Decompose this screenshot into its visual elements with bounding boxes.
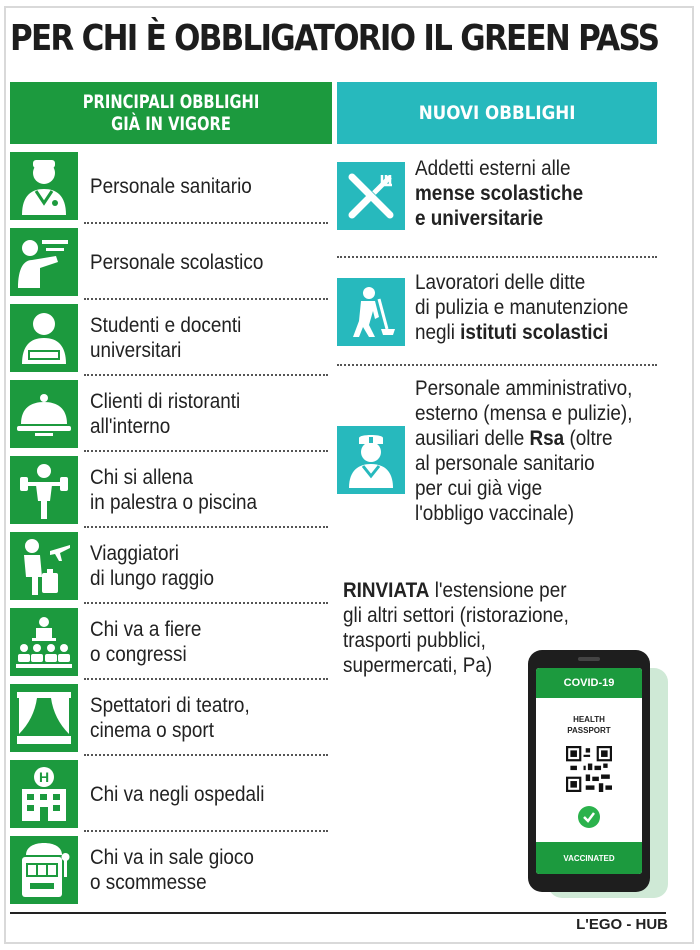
- left-item-label: Chi si allena in palestra o piscina: [90, 466, 258, 514]
- left-column-header: [10, 82, 332, 144]
- postponed-text: trasporti pubblici,: [343, 629, 486, 652]
- audience-icon: [10, 608, 78, 676]
- left-item-restaurants: [10, 378, 328, 450]
- divider: [84, 754, 328, 756]
- left-item-label: Studenti e docenti universitari: [90, 314, 242, 362]
- divider: [337, 256, 657, 258]
- svg-text:H: H: [38, 769, 50, 785]
- right-header-label: NUOVI OBBLIGHI: [418, 102, 576, 124]
- right-item-text: Lavoratori delle ditte: [415, 271, 586, 294]
- right-item-text: l'obbligo vaccinale): [415, 502, 575, 525]
- left-item-label: Spettatori di teatro, cinema o sport: [90, 694, 250, 742]
- teacher-icon: [10, 228, 78, 296]
- right-column-header: [337, 82, 657, 144]
- traveler-icon: [10, 532, 78, 600]
- divider: [84, 374, 328, 376]
- phone-bottom-label: VACCINATED: [536, 842, 642, 874]
- left-item-travelers: [10, 530, 328, 602]
- right-item-bold-text: e universitarie: [415, 207, 544, 230]
- divider: [84, 526, 328, 528]
- right-item-text: Personale amministrativo,: [415, 377, 633, 400]
- left-item-label: Personale sanitario: [90, 174, 252, 198]
- postponed-text: supermercati, Pa): [343, 654, 493, 677]
- phone-screen: [536, 668, 642, 874]
- slot-machine-icon: [10, 836, 78, 904]
- left-item-label: Clienti di ristoranti all'interno: [90, 390, 241, 438]
- student-icon: [10, 304, 78, 372]
- divider: [84, 602, 328, 604]
- left-item-fairs: [10, 606, 328, 678]
- nurse-icon: [337, 426, 405, 494]
- left-item-hospitals: [10, 758, 328, 830]
- divider: [337, 364, 657, 366]
- qr-code-icon: [566, 746, 612, 792]
- doctor-icon: [10, 152, 78, 220]
- phone-illustration: [528, 650, 650, 892]
- right-item-text: ausiliari delle: [415, 427, 530, 450]
- divider: [84, 678, 328, 680]
- right-item-text: (oltre: [564, 427, 613, 450]
- phone-top-label: COVID-19: [536, 668, 642, 698]
- divider: [84, 830, 328, 832]
- left-header-line1: PRINCIPALI OBBLIGHI: [82, 91, 260, 113]
- left-header-line2: GIÀ IN VIGORE: [111, 113, 231, 135]
- postponed-text: gli altri settori (ristorazione,: [343, 604, 569, 627]
- right-item-text: al personale sanitario: [415, 452, 595, 475]
- left-item-label: Chi va in sale gioco o scommesse: [90, 846, 254, 894]
- left-item-theater: [10, 682, 328, 754]
- divider: [84, 222, 328, 224]
- postponed-text: l'estensione per: [429, 579, 567, 602]
- phone-mid-line2: PASSPORT: [567, 726, 611, 735]
- cleaner-icon: [337, 278, 405, 346]
- left-item-university: [10, 302, 328, 374]
- right-item-text: per cui già vige: [415, 477, 543, 500]
- right-item-text: negli: [415, 321, 461, 344]
- right-item-text: esterno (mensa e pulizie),: [415, 402, 633, 425]
- left-item-gaming: [10, 834, 328, 906]
- divider: [84, 450, 328, 452]
- cloche-icon: [10, 380, 78, 448]
- left-item-label: Chi va negli ospedali: [90, 782, 265, 806]
- left-item-label: Chi va a fiere o congressi: [90, 618, 202, 666]
- phone-notch: [578, 657, 600, 661]
- source-credit: L'EGO - HUB: [576, 916, 668, 933]
- hospital-icon: [10, 760, 78, 828]
- theater-icon: [10, 684, 78, 752]
- left-item-school-staff: [10, 226, 328, 298]
- left-item-gym: [10, 454, 328, 526]
- dumbbell-icon: [10, 456, 78, 524]
- right-item-bold-text: Rsa: [529, 427, 565, 450]
- left-item-healthcare: [10, 150, 328, 222]
- divider: [84, 298, 328, 300]
- phone-passport-label: [536, 714, 642, 736]
- phone-mid-line1: HEALTH: [573, 715, 605, 724]
- page-title: PER CHI È OBBLIGATORIO IL GREEN PASS: [10, 18, 659, 59]
- right-item-text: di pulizia e manutenzione: [415, 296, 629, 319]
- checkmark-icon: [578, 806, 600, 828]
- right-item-text: Addetti esterni alle: [415, 157, 571, 180]
- right-item-bold-text: istituti scolastici: [460, 321, 609, 344]
- left-item-label: Personale scolastico: [90, 250, 264, 274]
- left-item-label: Viaggiatori di lungo raggio: [90, 542, 215, 590]
- right-item-bold-text: mense scolastiche: [415, 182, 584, 205]
- footer-rule: [10, 912, 666, 914]
- postponed-bold: RINVIATA: [343, 579, 430, 602]
- cutlery-icon: [337, 162, 405, 230]
